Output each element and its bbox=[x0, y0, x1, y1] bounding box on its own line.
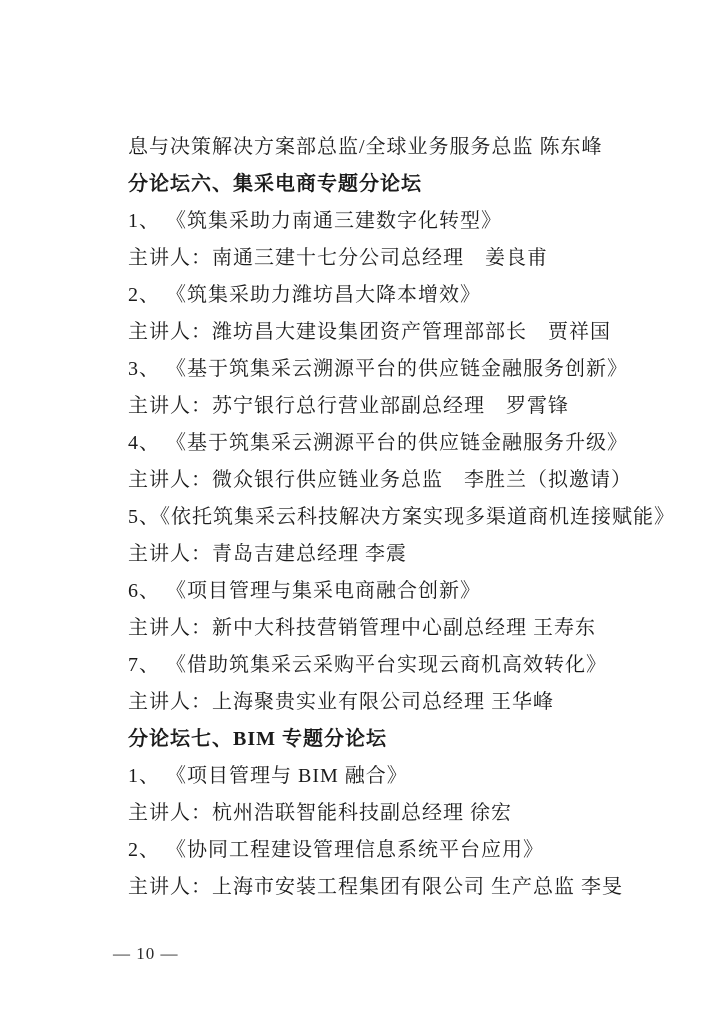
session-title: 2、 《协同工程建设管理信息系统平台应用》 bbox=[128, 839, 544, 861]
speaker-line: 主讲人：潍坊昌大建设集团资产管理部部长 贾祥国 bbox=[128, 321, 611, 343]
session-title: 1、 《筑集采助力南通三建数字化转型》 bbox=[128, 210, 502, 232]
session-title: 3、 《基于筑集采云溯源平台的供应链金融服务创新》 bbox=[128, 358, 628, 380]
speaker-line: 主讲人：微众银行供应链业务总监 李胜兰（拟邀请） bbox=[128, 469, 632, 491]
section-heading-forum-7: 分论坛七、BIM 专题分论坛 bbox=[128, 728, 387, 750]
session-title: 1、 《项目管理与 BIM 融合》 bbox=[128, 765, 408, 787]
session-title: 7、 《借助筑集采云采购平台实现云商机高效转化》 bbox=[128, 654, 607, 676]
speaker-line: 主讲人：上海聚贵实业有限公司总经理 王华峰 bbox=[128, 691, 554, 713]
section-heading-forum-6: 分论坛六、集采电商专题分论坛 bbox=[128, 173, 422, 195]
speaker-line: 主讲人：杭州浩联智能科技副总经理 徐宏 bbox=[128, 802, 512, 824]
session-title: 5、《依托筑集采云科技解决方案实现多渠道商机连接赋能》 bbox=[128, 506, 675, 528]
speaker-line: 主讲人：苏宁银行总行营业部副总经理 罗霄锋 bbox=[128, 395, 569, 417]
session-title: 6、 《项目管理与集采电商融合创新》 bbox=[128, 580, 481, 602]
page-footer bbox=[92, 918, 179, 963]
page-number: — 10 — bbox=[113, 944, 179, 963]
speaker-line: 主讲人：新中大科技营销管理中心副总经理 王寿东 bbox=[128, 617, 596, 639]
continuation-line: 息与决策解决方案部总监/全球业务服务总监 陈东峰 bbox=[128, 136, 603, 158]
session-title: 2、 《筑集采助力潍坊昌大降本增效》 bbox=[128, 284, 481, 306]
document-content bbox=[128, 129, 675, 906]
speaker-line: 主讲人：南通三建十七分公司总经理 姜良甫 bbox=[128, 247, 548, 269]
speaker-line: 主讲人：上海市安装工程集团有限公司 生产总监 李旻 bbox=[128, 876, 623, 898]
speaker-line: 主讲人：青岛吉建总经理 李震 bbox=[128, 543, 407, 565]
session-title: 4、 《基于筑集采云溯源平台的供应链金融服务升级》 bbox=[128, 432, 628, 454]
